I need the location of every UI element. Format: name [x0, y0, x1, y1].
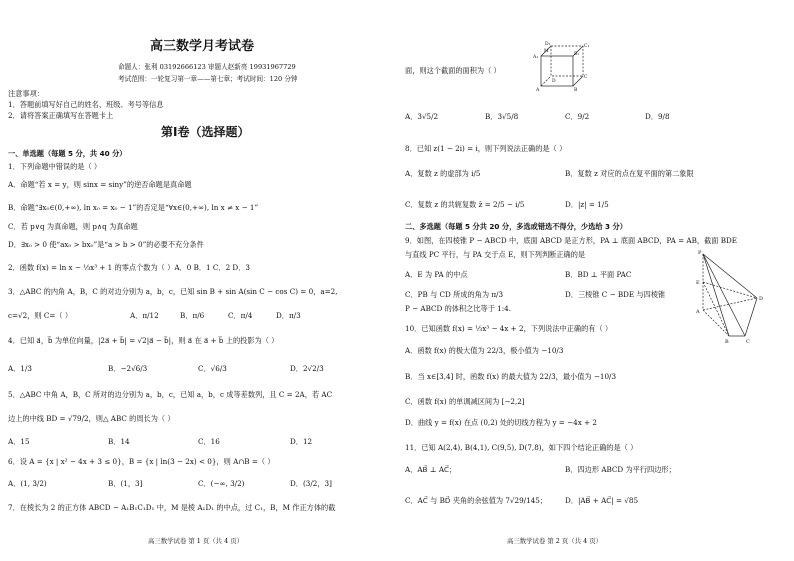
question-8-option-d: D．|z| = 1/5: [565, 200, 609, 209]
cube-label-a1: A₁: [533, 55, 539, 60]
question-6-option-d: D．(3/2，3]: [290, 479, 332, 488]
question-7-option-a: A．3√5/2: [405, 112, 439, 121]
question-1-option-d: D．∃x₀ > 0 使“ax₀ > bx₀”是“a > b > 0”的必要不充分条件: [8, 240, 204, 249]
question-4: 4．已知 a⃗，b⃗ 为单位向量，|2a⃗ + b⃗| = √2|a⃗ − b⃗|，则 a⃗ 在 a⃗ + b⃗ 上的投影为（ ）: [8, 336, 279, 345]
pyramid-label-p: P: [698, 250, 702, 256]
question-7: 7．在棱长为 2 的正方体 ABCD − A₁B₁C₁D₁ 中，M 是棱 A₁D₁ 的中点，过 C₁，B，M 作正方体的截: [8, 503, 336, 512]
pyramid-label-e: E: [696, 280, 700, 286]
question-5-option-d: D．12: [290, 437, 313, 446]
question-1-option-b: B．命题“∃x₀∈(0,+∞), ln x₀ = x₀ − 1”的否定是“∀x∈(0,+∞), ln x ≠ x − 1”: [8, 203, 259, 212]
cube-figure: [533, 40, 593, 92]
question-5-option-a: A．15: [8, 437, 30, 446]
question-11-option-b: B．四边形 ABCD 为平行四边形；: [565, 465, 676, 474]
question-9-option-d-cont: P − ABCD 的体积之比等于 1:4.: [405, 304, 512, 313]
question-7-option-d: D．9/8: [645, 112, 670, 121]
question-1-option-a: A．命题“若 x = y，则 sinx = siny”的逆否命题是真命题: [8, 180, 192, 189]
question-4-option-a: A．1/3: [8, 364, 32, 373]
question-11-option-c: C．AC⃗ 与 BD⃗ 夹角的余弦值为 7√29/145；: [405, 496, 547, 505]
question-4-option-c: C．√6/3: [198, 364, 227, 373]
question-11: 11．已知 A(2,4), B(4,1), C(9,5), D(7,8)，如下四个结论正确的是（ ）: [405, 443, 638, 452]
question-7-option-c: C．9/2: [565, 112, 590, 121]
question-8-option-c: C．复数 z 的共轭复数 z̄ = 2/5 − i/5: [405, 200, 525, 209]
note-2: 2．请将答案正确填写在答题卡上: [8, 111, 114, 120]
question-9-option-c: C．PB 与 CD 所成的角为 π/3: [405, 290, 504, 299]
question-3-option-d: D．π/3: [276, 311, 301, 320]
question-3-option-c: C．π/4: [228, 311, 253, 320]
question-10-option-b: B．当 x∈[3,4] 时，函数 f(x) 的最大值为 22/3，最小值为 −10/3: [405, 372, 617, 381]
question-9-option-b: B．BD ⊥ 平面 PAC: [565, 270, 632, 279]
question-10: 10．已知函数 f(x) = ⅓x³ − 4x + 2，下列说法中正确的有（ ）: [405, 324, 613, 333]
header-scope: 考试范围：一轮复习第一章——第七章；考试时间：120 分钟: [118, 75, 298, 83]
pyramid-label-a: A: [696, 309, 700, 315]
question-6: 6．设 A = {x | x² − 4x + 3 ≤ 0}，B = {x | ln(3 − 2x) < 0}，则 A∩B =（ ）: [8, 457, 275, 466]
cube-label-b1: B₁: [574, 52, 580, 57]
question-9-line2: 与直线 PC 平行，与 PA 交于点 E，则下列判断正确的是: [405, 250, 586, 259]
question-3-option-b: B．π/6: [180, 311, 205, 320]
pyramid-label-d: D: [759, 296, 764, 302]
question-10-option-c: C．函数 f(x) 的单调减区间为 [−2,2]: [405, 397, 525, 406]
pyramid-figure: [693, 248, 771, 344]
question-1-option-c: C．若 p∨q 为真命题，则 p∧q 为真命题: [8, 222, 138, 231]
question-10-option-a: A．函数 f(x) 的极大值为 22/3，极小值为 −10/3: [405, 346, 564, 355]
cube-label-d1: D₁: [545, 42, 551, 47]
question-9-line1: 9．如图，在四棱锥 P − ABCD 中，底面 ABCD 是正方形，PA ⊥ 底面 ABCD，PA = AB，截面 BDE: [405, 236, 738, 245]
note-1: 1．答题前填写好自己的姓名、班级、考号等信息: [8, 100, 164, 109]
cube-label-d: D: [552, 79, 556, 84]
question-5-line1: 5．△ABC 中角 A，B，C 所对的边分别为 a，b，c，已知 a，b，c 成等差数列，且 C = 2A，若 AC: [8, 390, 333, 399]
page-footer-1: 高三数学试卷 第 1 页（共 4 页）: [148, 537, 243, 545]
question-4-option-d: D．2√2/3: [290, 364, 324, 373]
section1-title: 一、单选题（每题 5 分，共 40 分）: [8, 149, 127, 158]
notes-title: 注意事项：: [8, 89, 44, 98]
question-8-option-b: B．复数 z 对应的点在复平面的第二象限: [565, 169, 694, 178]
question-7-option-b: B．3√5/8: [485, 112, 519, 121]
question-6-option-c: C．(−∞, 3/2): [198, 479, 245, 488]
exam-title: 高三数学月考试卷: [150, 39, 255, 54]
cube-label-c1: C₁: [584, 44, 590, 49]
question-9-option-d: D．三棱锥 C − BDE 与四棱锥: [565, 290, 666, 299]
question-5-option-c: C．16: [198, 437, 220, 446]
question-7-continued: 面，则这个截面的面积为（ ）: [405, 66, 501, 75]
part1-title: 第Ⅰ卷（选择题）: [161, 125, 250, 139]
question-8: 8．已知 z(1 − 2i) = i，则下列说法正确的是（ ）: [405, 144, 567, 153]
pyramid-label-b: B: [725, 339, 729, 344]
question-8-option-a: A．复数 z 的虚部为 i/5: [405, 169, 481, 178]
question-5-option-b: B．14: [108, 437, 130, 446]
pyramid-label-c: C: [746, 339, 750, 344]
page-footer-2: 高三数学试卷 第 2 页（共 4 页）: [507, 537, 602, 545]
question-3-line1: 3．△ABC 的内角 A，B，C 的对边分别为 a，b，c，已知 sin B + sin A(sin C − cos C) = 0，a=2,: [8, 287, 338, 296]
question-10-option-d: D．曲线 y = f(x) 在点 (0,2) 处的切线方程为 y = −4x + 2: [405, 418, 597, 427]
question-1: 1．下列命题中错误的是（ ）: [8, 162, 102, 171]
cube-label-c: C: [584, 75, 588, 80]
section2-title: 二、多选题（每题 5 分共 20 分，多选或错选不得分，少选给 3 分）: [405, 222, 627, 231]
question-5-line2: 边上的中线 BD = √79/2，则△ ABC 的周长为（ ）: [8, 414, 175, 423]
question-11-option-a: A．AB⃗ ⊥ AC⃗；: [405, 465, 457, 474]
question-2: 2．函数 f(x) = ln x − ⅓x³ + 1 的零点个数为（ ）A．0 B．1 C．2 D．3: [8, 263, 250, 272]
question-3-line2: c=√2，则 C=（ ）: [8, 311, 73, 320]
cube-label-a: A: [536, 88, 540, 92]
question-3-option-a: A．π/12: [130, 311, 159, 320]
cube-label-m: M: [544, 49, 549, 54]
question-9-option-a: A．E 为 PA 的中点: [405, 270, 468, 279]
page-right: [397, 0, 794, 561]
question-11-option-d: D．|AB⃗ + AC⃗| = √85: [565, 496, 639, 505]
question-6-option-a: A．(1, 3/2): [8, 479, 47, 488]
question-6-option-b: B．(1，3]: [108, 479, 143, 488]
cube-label-b: B: [574, 88, 578, 92]
question-4-option-b: B．−2√6/3: [108, 364, 148, 373]
header-authors: 命题人：张利 03192666123 审题人赵新亮 19931967729: [118, 63, 296, 71]
